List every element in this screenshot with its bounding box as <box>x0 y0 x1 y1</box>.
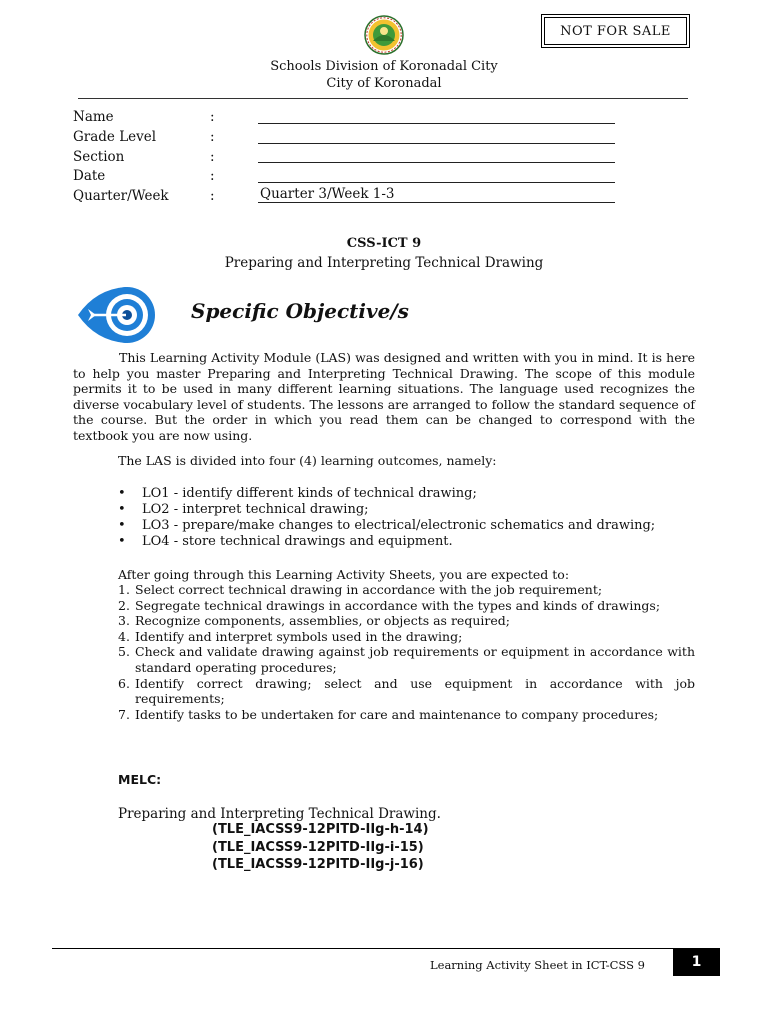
footer-rule <box>52 948 717 949</box>
date-colon: : <box>210 168 215 184</box>
city-name: City of Koronadal <box>326 76 442 91</box>
quarter-week-value: Quarter 3/Week 1-3 <box>260 186 395 202</box>
melc-label: MELC: <box>118 772 162 787</box>
not-for-sale-badge: NOT FOR SALE <box>544 17 687 45</box>
quarter-week-label: Quarter/Week <box>73 188 169 204</box>
item-text: Identify correct drawing; select and use equipment in accordance with job requirements; <box>135 675 695 707</box>
quarter-week-colon: : <box>210 188 215 204</box>
expectations-intro: After going through this Learning Activity Sheets, you are expected to: <box>118 567 570 582</box>
list-item: LO1 - identify different kinds of technical drawing; <box>142 486 477 501</box>
item-number: 5. <box>118 644 130 660</box>
expectations-list <box>118 582 695 722</box>
item-text: Select correct technical drawing in accordance with the job requirement; <box>135 582 603 597</box>
bullet: • <box>118 486 126 501</box>
item-number: 3. <box>118 613 130 629</box>
division-seal-icon <box>364 15 404 55</box>
date-field[interactable] <box>258 182 615 183</box>
page-number: 1 <box>673 948 720 976</box>
outcomes-intro: The LAS is divided into four (4) learning outcomes, namely: <box>118 453 497 468</box>
item-number: 7. <box>118 706 130 722</box>
course-code: CSS-ICT 9 <box>346 236 422 251</box>
list-item <box>118 613 695 629</box>
melc-code: (TLE_IACSS9-12PITD-IIg-i-15) <box>212 840 424 855</box>
intro-paragraph: This Learning Activity Module (LAS) was designed and written with you in mind. It is here to help you master Preparing and Interpreting Technical Drawing. The scope of this module permits it to be used in many different learning situations. The language used recognizes the diverse vocabulary level of students. The lessons are arranged to follow the standard sequence of the course. But the order in which you read them can be changed to correspond with the textbook you are now using. <box>73 350 695 443</box>
bullet: • <box>118 518 126 533</box>
bullet: • <box>118 502 126 517</box>
name-label: Name <box>73 109 114 125</box>
grade-level-label: Grade Level <box>73 129 157 145</box>
specific-objectives-heading: Specific Objective/s <box>191 299 409 323</box>
target-arrow-icon <box>74 285 160 345</box>
grade-level-field[interactable] <box>258 143 615 144</box>
list-item: LO2 - interpret technical drawing; <box>142 502 369 517</box>
melc-code: (TLE_IACSS9-12PITD-IIg-h-14) <box>212 822 429 837</box>
footer-text: Learning Activity Sheet in ICT-CSS 9 <box>430 958 645 972</box>
list-item <box>118 582 695 598</box>
item-text: Recognize components, assemblies, or objects as required; <box>135 613 510 629</box>
list-item <box>118 676 695 707</box>
melc-title: Preparing and Interpreting Technical Drawing. <box>118 806 441 822</box>
melc-code: (TLE_IACSS9-12PITD-IIg-j-16) <box>212 857 424 872</box>
header-rule <box>78 98 688 99</box>
list-item: LO3 - prepare/make changes to electrical/electronic schematics and drawing; <box>142 518 656 533</box>
bullet: • <box>118 534 126 549</box>
list-item <box>118 707 695 723</box>
item-number: 1. <box>118 582 130 597</box>
section-label: Section <box>73 149 125 165</box>
item-number: 4. <box>118 628 130 644</box>
item-text: Segregate technical drawings in accordance with the types and kinds of drawings; <box>135 597 661 613</box>
section-field[interactable] <box>258 162 615 163</box>
list-item <box>118 598 695 614</box>
list-item <box>118 629 695 645</box>
school-division-name: Schools Division of Koronadal City <box>270 59 498 74</box>
date-label: Date <box>73 168 106 184</box>
grade-level-colon: : <box>210 129 215 145</box>
item-text: Check and validate drawing against job requirements or equipment in accordance with standard operating procedures; <box>135 644 695 675</box>
name-colon: : <box>210 109 215 125</box>
name-field[interactable] <box>258 123 615 124</box>
item-number: 2. <box>118 597 130 613</box>
list-item <box>118 644 695 675</box>
course-title: Preparing and Interpreting Technical Drawing <box>224 255 544 271</box>
section-colon: : <box>210 149 215 165</box>
item-number: 6. <box>118 675 130 691</box>
quarter-week-field[interactable] <box>258 202 615 203</box>
list-item: LO4 - store technical drawings and equipment. <box>142 534 453 549</box>
item-text: Identify and interpret symbols used in the drawing; <box>135 628 463 644</box>
item-text: Identify tasks to be undertaken for care and maintenance to company procedures; <box>135 706 659 722</box>
